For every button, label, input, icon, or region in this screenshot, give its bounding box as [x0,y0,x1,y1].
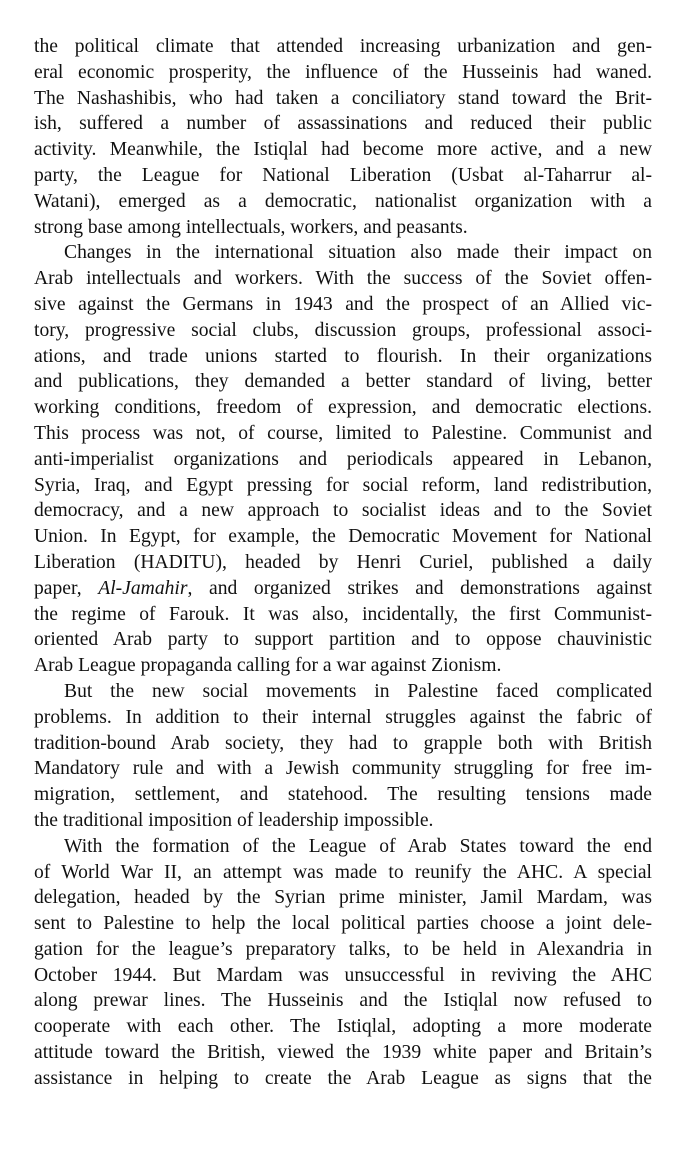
text-line: Syria, Iraq, and Egypt pressing for social reform, land redistribution, [34,474,652,496]
text-line: Union. In Egypt, for example, the Democratic Movement for National [34,526,652,548]
text-line: The Nashashibis, who had taken a conciliatory stand toward the Brit- [34,87,652,109]
text-fragment: , and organized strikes and demonstrations against [187,577,652,599]
text-line: delegation, headed by the Syrian prime minister, Jamil Mardam, was [34,887,652,909]
text-line: ations, and trade unions started to flourish. In their organizations [34,345,652,367]
document-page [34,34,652,1092]
text-line: working conditions, freedom of expression, and democratic elections. [34,397,652,419]
text-line: the regime of Farouk. It was also, incidentally, the first Communist- [34,603,652,625]
italic-title: Al-Jamahir [98,577,188,599]
text-line: and publications, they demanded a better standard of living, better [34,371,652,393]
text-line: migration, settlement, and statehood. The resulting tensions made [34,784,652,806]
text-fragment: paper, [34,577,99,599]
text-line: of World War II, an attempt was made to reunify the AHC. A special [34,861,652,883]
text-line: This process was not, of course, limited to Palestine. Communist and [34,422,652,444]
paragraph-4 [34,834,652,1092]
text-line: ish, suffered a number of assassinations and reduced their public [34,113,652,135]
text-line: tradition-bound Arab society, they had to grapple both with British [34,732,652,754]
text-line: sive against the Germans in 1943 and the prospect of an Allied vic- [34,293,652,315]
text-line: gation for the league’s preparatory talks, to be held in Alexandria in [34,938,652,960]
text-line: But the new social movements in Palestine faced complicated [64,680,652,702]
text-line: Arab intellectuals and workers. With the success of the Soviet offen- [34,268,652,290]
paragraph-2 [34,240,652,679]
text-line: Arab League propaganda calling for a war against Zionism. [34,655,502,677]
text-line: the traditional imposition of leadership impossible. [34,809,434,831]
text-line: With the formation of the League of Arab States toward the end [64,835,652,857]
text-line: Watani), emerged as a democratic, nationalist organization with a [34,190,652,212]
text-line: the political climate that attended increasing urbanization and gen- [34,36,652,57]
text-line: sent to Palestine to help the local political parties choose a joint dele- [34,913,652,935]
text-line: tory, progressive social clubs, discussion groups, professional associ- [34,319,652,341]
text-line: attitude toward the British, viewed the 1939 white paper and Britain’s [34,1042,652,1064]
text-line: problems. In addition to their internal struggles against the fabric of [34,706,652,728]
text-line: activity. Meanwhile, the Istiqlal had become more active, and a new [34,139,652,161]
text-line: party, the League for National Liberation (Usbat al-Taharrur al- [34,164,652,186]
text-line: eral economic prosperity, the influence of the Husseinis had waned. [34,61,652,83]
text-line: October 1944. But Mardam was unsuccessful in reviving the AHC [34,964,652,986]
paragraph-1 [34,34,652,240]
text-line: Liberation (HADITU), headed by Henri Curiel, published a daily [34,551,652,573]
text-line: along prewar lines. The Husseinis and the Istiqlal now refused to [34,990,652,1012]
text-line: strong base among intellectuals, workers, and peasants. [34,216,468,238]
text-line: anti-imperialist organizations and periodicals appeared in Lebanon, [34,448,652,470]
text-line: cooperate with each other. The Istiqlal, adopting a more moderate [34,1016,652,1038]
text-line-with-italic [34,576,652,602]
text-line: Changes in the international situation also made their impact on [64,242,652,264]
paragraph-3 [34,679,652,834]
text-line: oriented Arab party to support partition and to oppose chauvinistic [34,629,652,651]
text-line: democracy, and a new approach to socialist ideas and to the Soviet [34,500,652,522]
text-line: assistance in helping to create the Arab League as signs that the [34,1067,652,1089]
text-line: Mandatory rule and with a Jewish community struggling for free im- [34,758,652,780]
